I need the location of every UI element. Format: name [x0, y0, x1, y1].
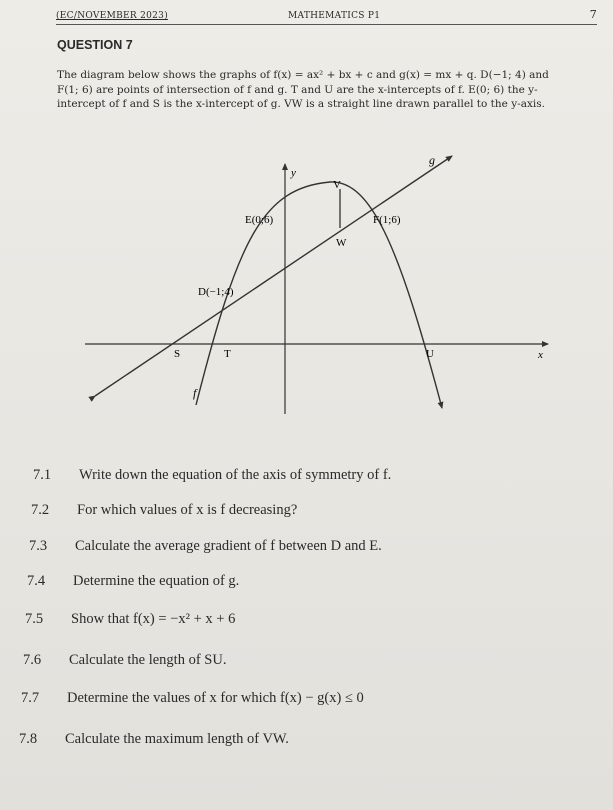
line-g	[95, 156, 452, 396]
graph-diagram	[0, 150, 613, 450]
label-t: T	[224, 348, 231, 360]
label-g: g	[429, 153, 435, 167]
exam-session: (EC/NOVEMBER 2023)	[56, 11, 169, 21]
page-header	[56, 8, 597, 25]
label-e: E(0;6)	[245, 214, 274, 226]
question-intro: The diagram below shows the graphs of f(x) = ax² + bx + c and g(x) = mx + q. D(−1; 4) and F(1; 6) are points of intersection of f and g. T and U are the x-intercepts of f. E(0; 6) the y-intercept of f and S is the x-intercept of g. VW is a straight line drawn parallel to the y-axis.	[57, 69, 549, 110]
label-v: V	[333, 179, 341, 191]
question-title: QUESTION 7	[57, 38, 133, 52]
label-s: S	[174, 348, 181, 360]
label-u: U	[426, 348, 434, 360]
label-d: D(−1;4)	[198, 286, 234, 298]
label-x-axis: x	[538, 349, 543, 361]
subject-title: MATHEMATICS P1	[288, 11, 381, 21]
label-f: f	[193, 386, 197, 400]
page-number: 7	[589, 8, 597, 21]
label-w: W	[336, 237, 347, 249]
label-y-axis: y	[291, 167, 296, 179]
exam-page: (EC/NOVEMBER 2023) MATHEMATICS P1 7 QUESTION 7 The diagram below shows the graphs of f(x) = ax² + bx + c and g(x) = mx + q. D(−1; 4) and F(1; 6) are points of intersection of f and g. T and U are the x-intercepts of f. E(0; 6) the y-intercept of f and S is the x-intercept of g. VW is a straight line drawn parallel to the y-axis. y x g f V W E(0;6) F(1;6) D(−1;4) S T U 7.1 Write down the equation of the axis of symmetry of f. 7.2 For which values of x is f decreasing? 7.3 Calculate the average gradient of f between D and E. 7.4 Determine the equation of g. 7.5 Show that f(x) = −x² + x + 6 7.6 Calculate the length of SU. 7.7 Determine the values of x for which f(x) − g(x) ≤ 0 7.8 Calculate the maximum length of VW.	[0, 0, 613, 810]
label-f-point: F(1;6)	[373, 214, 401, 226]
